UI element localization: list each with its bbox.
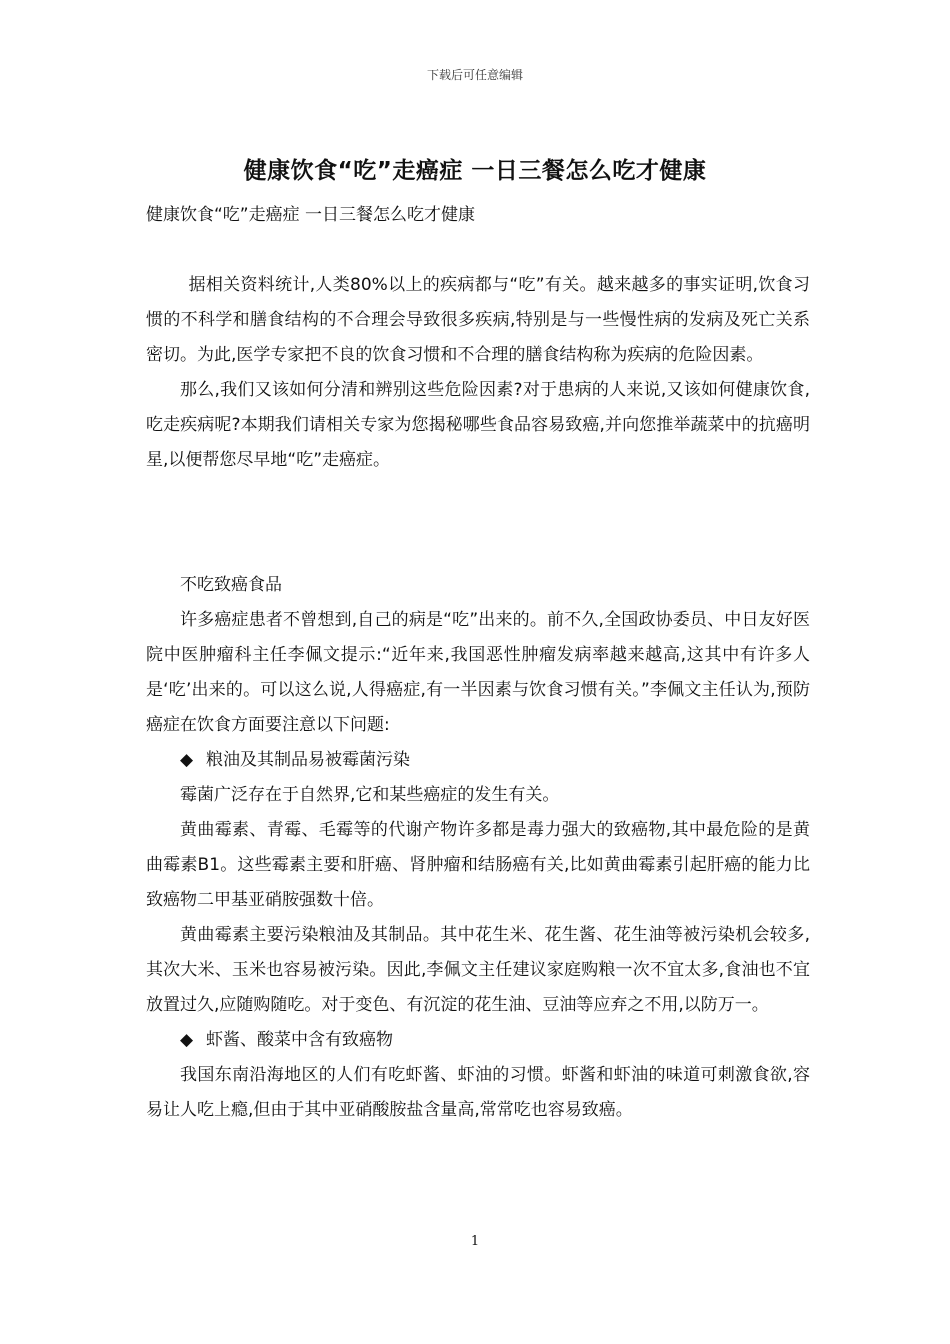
bullet-item-1-label: 粮油及其制品易被霉菌污染	[206, 750, 410, 770]
paragraph-2: 霉菌广泛存在于自然界,它和某些癌症的发生有关。	[180, 785, 560, 805]
diamond-bullet-icon: ◆	[180, 1030, 194, 1050]
intro-paragraph-2: 那么,我们又该如何分清和辨别这些危险因素?对于患病的人来说,又该如何健康饮食,吃走疾病呢?本期我们请相关专家为您揭秘哪些食品容易致癌,并向您推举蔬菜中的抗癌明星,以便帮您尽早地“吃”走癌症。	[146, 380, 810, 470]
paragraph-3: 黄曲霉素、青霉、毛霉等的代谢产物许多都是毒力强大的致癌物,其中最危险的是黄曲霉素B1。这些霉素主要和肝癌、肾肿瘤和结肠癌有关,比如黄曲霉素引起肝癌的能力比致癌物二甲基亚硝胺强数十倍。	[146, 820, 810, 910]
document-title: 健康饮食“吃”走癌症 一日三餐怎么吃才健康	[243, 158, 707, 184]
section-heading: 不吃致癌食品	[180, 575, 282, 595]
paragraph-1: 许多癌症患者不曾想到,自己的病是“吃”出来的。前不久,全国政协委员、中日友好医院中医肿瘤科主任李佩文提示:“近年来,我国恶性肿瘤发病率越来越高,这其中有许多人是‘吃’出来的。可以这么说,人得癌症,有一半因素与饮食习惯有关。”李佩文主任认为,预防癌症在饮食方面要注意以下问题:	[146, 610, 810, 735]
header-note: 下载后可任意编辑	[426, 68, 523, 82]
bullet-item-2-label: 虾酱、酸菜中含有致癌物	[206, 1030, 393, 1050]
paragraph-4: 黄曲霉素主要污染粮油及其制品。其中花生米、花生酱、花生油等被污染机会较多,其次大米、玉米也容易被污染。因此,李佩文主任建议家庭购粮一次不宜太多,食油也不宜放置过久,应随购随吃。对于变色、有沉淀的花生油、豆油等应弃之不用,以防万一。	[146, 925, 810, 1015]
page-number: 1	[470, 1234, 480, 1249]
main-section	[146, 568, 810, 1128]
intro-paragraph-1: 据相关资料统计,人类80%以上的疾病都与“吃”有关。越来越多的事实证明,饮食习惯的不科学和膳食结构的不合理会导致很多疾病,特别是与一些慢性病的发病及死亡关系密切。为此,医学专家把不良的饮食习惯和不合理的膳食结构称为疾病的危险因素。	[146, 275, 810, 365]
bullet-item-1	[146, 743, 810, 778]
bullet-item-2	[146, 1023, 810, 1058]
diamond-bullet-icon: ◆	[180, 750, 194, 770]
intro-section	[146, 268, 810, 478]
document-subtitle: 健康饮食“吃”走癌症 一日三餐怎么吃才健康	[146, 205, 476, 225]
paragraph-5: 我国东南沿海地区的人们有吃虾酱、虾油的习惯。虾酱和虾油的味道可刺激食欲,容易让人吃上瘾,但由于其中亚硝酸胺盐含量高,常常吃也容易致癌。	[146, 1065, 810, 1120]
